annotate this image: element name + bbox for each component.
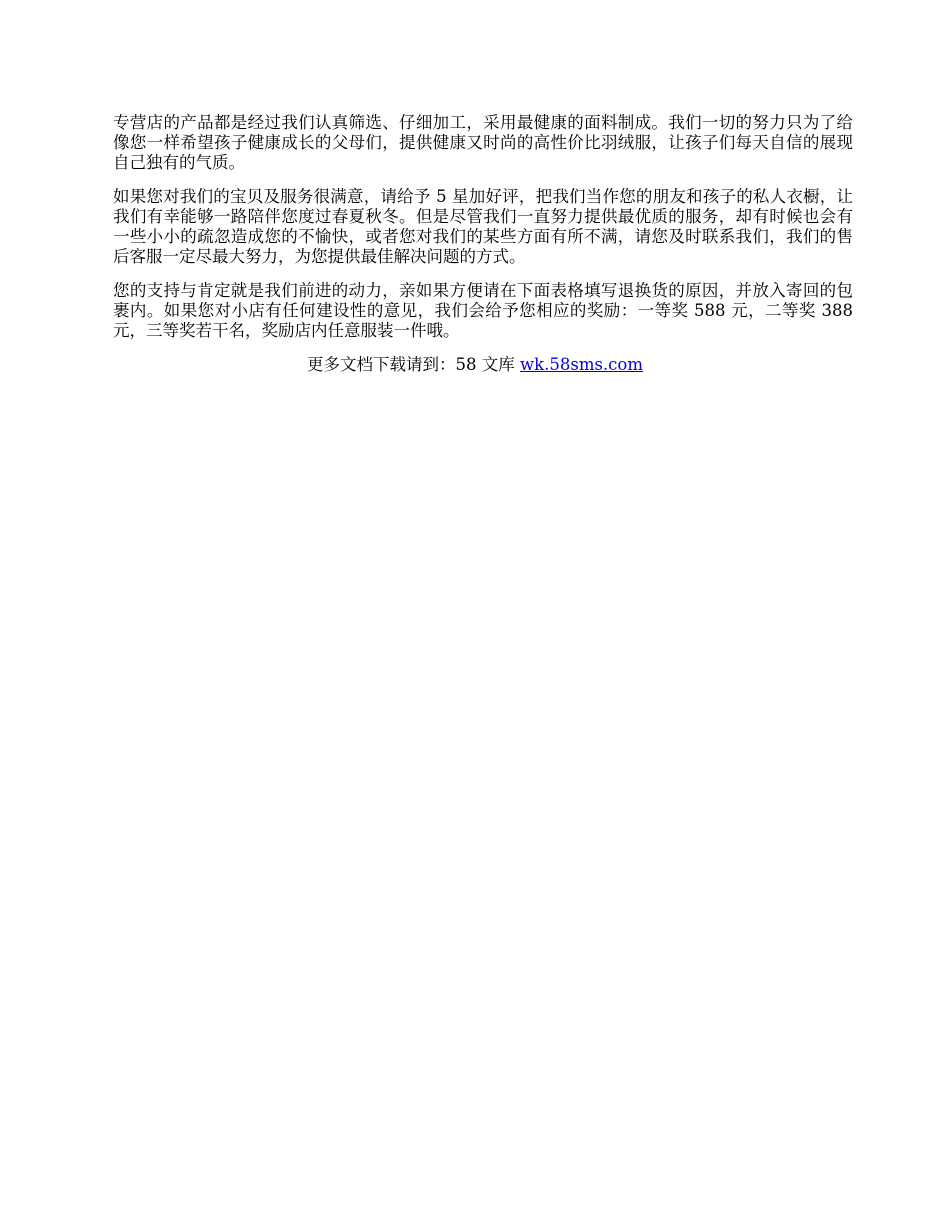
footer-text: 更多文档下载请到：58 文库 — [306, 355, 520, 374]
document-body — [113, 113, 853, 375]
paragraph-feedback: 您的支持与肯定就是我们前进的动力，亲如果方便请在下面表格填写退换货的原因，并放入寄回的包裹内。如果您对小店有任何建设性的意见，我们会给予您相应的奖励：一等奖 588 元，二等奖 388 元，三等奖若干名，奖励店内任意服装一件哦。 — [113, 281, 853, 340]
footer-link[interactable]: wk.58sms.com — [519, 355, 643, 374]
download-footer — [113, 355, 837, 375]
paragraph-service: 如果您对我们的宝贝及服务很满意，请给予 5 星加好评，把我们当作您的朋友和孩子的私人衣橱，让我们有幸能够一路陪伴您度过春夏秋冬。但是尽管我们一直努力提供最优质的服务，却有时候也会有一些小小的疏忽造成您的不愉快，或者您对我们的某些方面有所不满，请您及时联系我们，我们的售后客服一定尽最大努力，为您提供最佳解决问题的方式。 — [113, 187, 853, 266]
paragraph-intro: 专营店的产品都是经过我们认真筛选、仔细加工，采用最健康的面料制成。我们一切的努力只为了给像您一样希望孩子健康成长的父母们，提供健康又时尚的高性价比羽绒服，让孩子们每天自信的展现自己独有的气质。 — [113, 113, 853, 172]
